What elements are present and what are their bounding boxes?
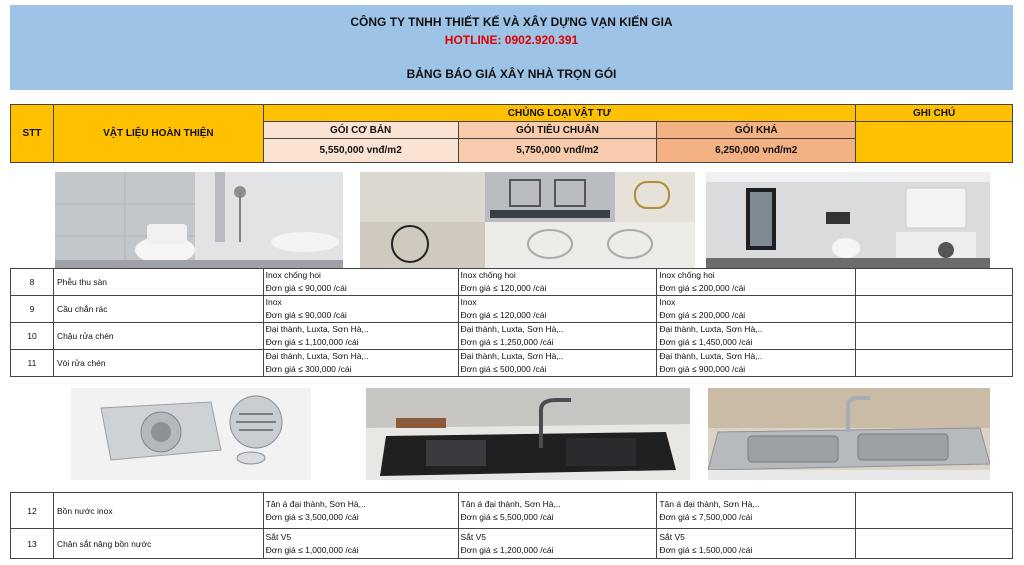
row-material: Phễu thu sàn (53, 269, 263, 296)
note-cell (856, 529, 1013, 559)
kitchen-sink-photo (366, 388, 690, 480)
floor-drain-photo (71, 388, 311, 480)
good-package-cell: Đại thành, Luxta, Sơn Hà,.. Đơn giá ≤ 900,000 /cái (657, 350, 856, 377)
package-good-name: GÓI KHÁ (657, 122, 856, 139)
standard-package-cell: Inox chống hoi Đơn giá ≤ 120,000 /cái (458, 269, 657, 296)
price-table-header (10, 104, 1013, 163)
standard-package-cell: Inox Đơn giá ≤ 120,000 /cái (458, 296, 657, 323)
price-table-section-b (10, 492, 1013, 559)
material-header: VẬT LIỆU HOÀN THIỆN (53, 105, 263, 163)
row-stt: 11 (11, 350, 54, 377)
row-material: Vòi rửa chén (53, 350, 263, 377)
row-stt: 13 (11, 529, 54, 559)
table-row (11, 529, 1013, 559)
table-row (11, 350, 1013, 377)
row-stt: 8 (11, 269, 54, 296)
note-cell (856, 323, 1013, 350)
package-standard-price: 5,750,000 vnđ/m2 (458, 139, 657, 163)
price-table-section-a (10, 268, 1013, 377)
table-row (11, 296, 1013, 323)
good-package-cell: Inox Đơn giá ≤ 200,000 /cái (657, 296, 856, 323)
standard-package-cell: Sắt V5 Đơn giá ≤ 1,200,000 /cái (458, 529, 657, 559)
basic-package-cell: Inox chống hoi Đơn giá ≤ 90,000 /cái (263, 269, 458, 296)
basic-package-cell: Tân á đại thành, Sơn Hà,.. Đơn giá ≤ 3,500,000 /cái (263, 493, 458, 529)
row-material: Chậu rửa chén (53, 323, 263, 350)
table-row (11, 269, 1013, 296)
row-material: Cầu chắn rác (53, 296, 263, 323)
package-standard-name: GÓI TIÊU CHUẨN (458, 122, 657, 139)
document-title: BẢNG BÁO GIÁ XÂY NHÀ TRỌN GÓI (406, 67, 617, 81)
note-cell (856, 350, 1013, 377)
note-header: GHI CHÚ (856, 105, 1013, 122)
table-row (11, 323, 1013, 350)
good-package-cell: Tân á đại thành, Sơn Hà,.. Đơn giá ≤ 7,500,000 /cái (657, 493, 856, 529)
note-header-blank (856, 122, 1013, 163)
row-stt: 12 (11, 493, 54, 529)
bathroom-photo-3 (706, 172, 990, 268)
stt-header: STT (11, 105, 54, 163)
package-good-price: 6,250,000 vnđ/m2 (657, 139, 856, 163)
row-material: Chân sắt nâng bồn nước (53, 529, 263, 559)
company-name: CÔNG TY TNHH THIẾT KẾ VÀ XÂY DỰNG VẠN KIẾN GIA (350, 15, 673, 29)
row-stt: 9 (11, 296, 54, 323)
good-package-cell: Đại thành, Luxta, Sơn Hà,.. Đơn giá ≤ 1,450,000 /cái (657, 323, 856, 350)
package-basic-name: GÓI CƠ BẢN (263, 122, 458, 139)
hotline: HOTLINE: 0902.920.391 (444, 33, 579, 47)
header-banner (10, 5, 1013, 90)
note-cell (856, 269, 1013, 296)
good-package-cell: Sắt V5 Đơn giá ≤ 1,500,000 /cái (657, 529, 856, 559)
bathroom-photo-1 (55, 172, 343, 268)
basic-package-cell: Đại thành, Luxta, Sơn Hà,.. Đơn giá ≤ 1,100,000 /cái (263, 323, 458, 350)
package-basic-price: 5,550,000 vnđ/m2 (263, 139, 458, 163)
table-row (11, 493, 1013, 529)
material-type-header: CHỦNG LOẠI VẬT TƯ (263, 105, 855, 122)
double-sink-photo (708, 388, 990, 480)
basic-package-cell: Inox Đơn giá ≤ 90,000 /cái (263, 296, 458, 323)
row-stt: 10 (11, 323, 54, 350)
basic-package-cell: Đại thành, Luxta, Sơn Hà,.. Đơn giá ≤ 300,000 /cái (263, 350, 458, 377)
bathroom-photo-2 (360, 172, 695, 268)
row-material: Bồn nước inox (53, 493, 263, 529)
good-package-cell: Inox chống hoi Đơn giá ≤ 200,000 /cái (657, 269, 856, 296)
standard-package-cell: Đại thành, Luxta, Sơn Hà,.. Đơn giá ≤ 1,250,000 /cái (458, 323, 657, 350)
standard-package-cell: Đại thành, Luxta, Sơn Hà,.. Đơn giá ≤ 500,000 /cái (458, 350, 657, 377)
note-cell (856, 296, 1013, 323)
note-cell (856, 493, 1013, 529)
basic-package-cell: Sắt V5 Đơn giá ≤ 1,000,000 /cái (263, 529, 458, 559)
standard-package-cell: Tân á đại thành, Sơn Hà,.. Đơn giá ≤ 5,500,000 /cái (458, 493, 657, 529)
